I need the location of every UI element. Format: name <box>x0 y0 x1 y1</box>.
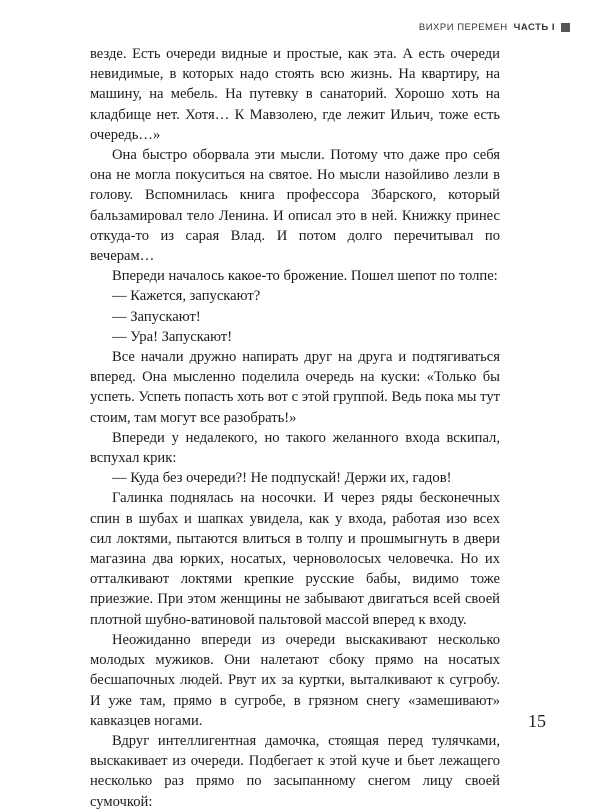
dialogue-line: — Кажется, запускают? <box>112 288 261 305</box>
part-label: ЧАСТЬ I <box>513 22 555 33</box>
paragraph: Галинка поднялась на носочки. И через ряды бесконечных спин в шубах и шапках увидела, как у входа, работая изо всех сил локтями, пытаются влиться в толпу и прошмыгнуть в двери магазина два юрких, носатых, черноволосых человечка. Но их отталкивают локтями крепкие русские бабы, видимо тоже приезжие. При этом женщины не забывают двигаться всей своей плотной шубно-ватиновой пальтовой массой вперед к входу. <box>90 490 500 628</box>
dialogue-line: — Куда без очереди?! Не подпускай! Держи их, гадов! <box>112 470 452 487</box>
paragraph: везде. Есть очереди видные и простые, как эта. А есть очереди невидимые, в которых надо стоять всю жизнь. На квартиру, на машину, на мебель. На путевку в санаторий. Хорошо хоть на кладбище нет. Хотя… К Мавзолею, где лежит Ильич, тоже есть очередь…» <box>90 46 500 143</box>
paragraph: Все начали дружно напирать друг на друга и подтягиваться вперед. Она мысленно поделила очередь на куски: «Только бы успеть. Успеть попасть хоть вот с этой группой. Ведь пока мы тут стоим, там могут все разобрать!» <box>90 349 500 426</box>
paragraph: Она быстро оборвала эти мысли. Потому что даже про себя она не могла покуситься на святое. Но мысли назойливо лезли в голову. Вспомнилась книга профессора Збарского, который бальзамировал тело Ленина. И описал это в ней. Книжку принес откуда-то из сарая Влад. И потом долго перечитывал по вечерам… <box>90 147 500 265</box>
paragraph: Впереди началось какое-то брожение. Пошел шепот по толпе: <box>112 268 498 285</box>
body-text <box>90 44 500 812</box>
dialogue-line: — Ура! Запускают! <box>112 328 233 345</box>
book-title: ВИХРИ ПЕРЕМЕН <box>418 22 508 33</box>
paragraph: Неожиданно впереди из очереди выскакивают несколько молодых мужиков. Они налетают сбоку прямо на носатых бесшапочных людей. Рвут их за куртки, выталкивают к сугробу. И уже там, прямо в сугробе, в грязном снегу «замешивают» кавказцев ногами. <box>90 631 500 729</box>
dialogue-line: — Запускают! <box>112 308 201 325</box>
page-number: 15 <box>528 711 546 731</box>
paragraph: Вдруг интеллигентная дамочка, стоящая перед тулячками, выскакивает из очереди. Подбегает к этой куче и бьет лежащего несколько раз прямо по засыпанному снегом лицу своей сумочкой: <box>90 732 500 810</box>
paragraph: Впереди у недалекого, но такого желанного входа вскипал, вспухал крик: <box>90 429 500 467</box>
running-header <box>419 22 570 33</box>
header-square-icon <box>561 23 570 32</box>
